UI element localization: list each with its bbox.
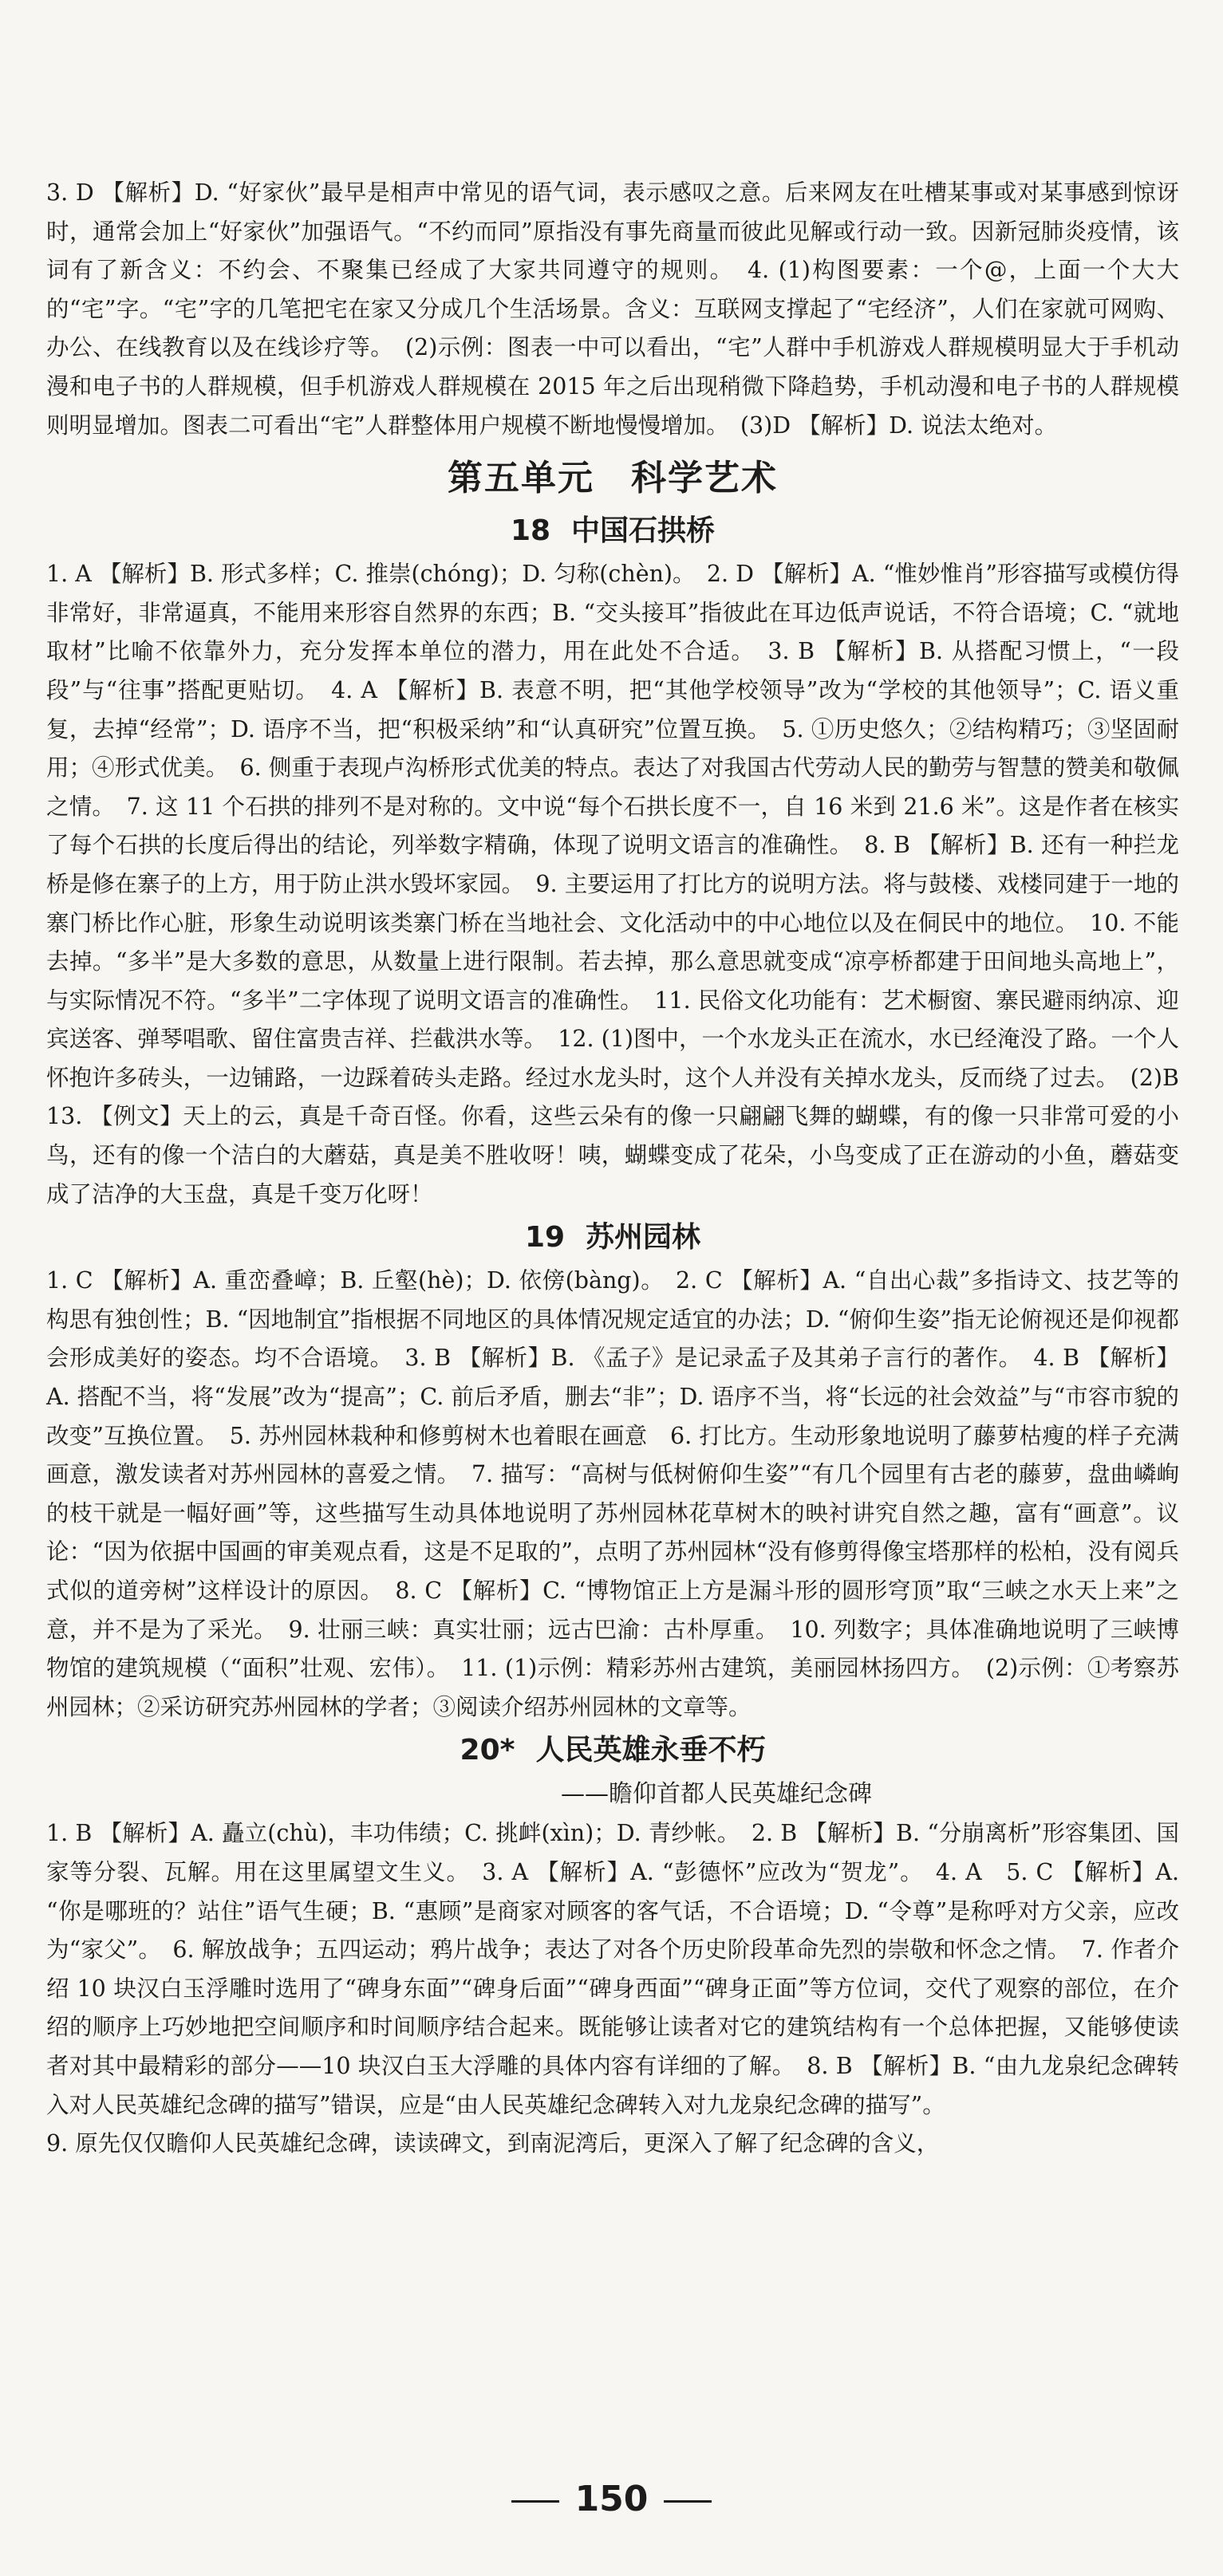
lesson-subtitle: ——瞻仰首都人民英雄纪念碑: [561, 1780, 872, 1809]
lesson-title: [46, 1214, 1179, 1262]
lesson-name: 苏州园林: [586, 1221, 701, 1255]
lesson-name: 人民英雄永垂不朽: [535, 1734, 766, 1767]
lesson-name: 中国石拱桥: [571, 514, 716, 548]
lesson-number: 20*: [460, 1734, 515, 1767]
page-number-text: 150: [574, 2479, 649, 2519]
answer-paragraph: 3. D 【解析】D. “好家伙”最早是相声中常见的语气词，表示感叹之意。后来网友在吐槽某事或对某事感到惊讶时，通常会加上“好家伙”加强语气。“不约而同”原指没有事先商量而彼此见解或行动一致。因新冠肺炎疫情，该词有了新含义：不约会、不聚集已经成了大家共同遵守的规则。 4. (1)构图要素：一个@，上面一个大大的“宅”字。“宅”字的几笔把宅在家又分成几个生活场景。含义：互联网支撑起了“宅经济”，人们在家就可网购、办公、在线教育以及在线诊疗等。 (2)示例：图表一中可以看出，“宅”人群中手机游戏人群规模明显大于手机动漫和电子书的人群规模，但手机游戏人群规模在 2015 年之后出现稍微下降趋势，手机动漫和电子书的人群规模则明显增加。图表二可看出“宅”人群整体用户规模不断地慢慢增加。 (3)D 【解析】D. 说法太绝对。: [46, 179, 1179, 439]
lesson-title: [46, 1727, 1179, 1774]
answer-paragraph: 1. B 【解析】A. 矗立(chù)，丰功伟绩；C. 挑衅(xìn)；D. 青纱帐。 2. B 【解析】B. “分崩离析”形容集团、国家等分裂、瓦解。用在这里属望文生义。 3. A 【解析】A. “彭德怀”应改为“贺龙”。 4. A 5. C 【解析】A. “你是哪班的？站住”语气生硬；B. “惠顾”是商家对顾客的客气话，不合语境；D. “令尊”是称呼对方父亲，应改为“家父”。 6. 解放战争；五四运动；鸦片战争；表达了对各个历史阶段革命先烈的崇敬和怀念之情。 7. 作者介绍 10 块汉白玉浮雕时选用了“碑身东面”“碑身后面”“碑身西面”“碑身正面”等方位词，交代了观察的部位，在介绍的顺序上巧妙地把空间顺序和时间顺序结合起来。既能够让读者对它的建筑结构有一个总体把握，又能够使读者对其中最精彩的部分——10 块汉白玉大浮雕的具体内容有详细的了解。 8. B 【解析】B. “由九龙泉纪念碑转入对人民英雄纪念碑的描写”错误，应是“由人民英雄纪念碑转入对九龙泉纪念碑的描写”。: [46, 1820, 1179, 2118]
answer-paragraph: 9. 原先仅仅瞻仰人民英雄纪念碑，读读碑文，到南泥湾后，更深入了解了纪念碑的含义，: [46, 2130, 940, 2157]
lesson-number: 18: [510, 514, 551, 548]
answer-paragraph: 1. C 【解析】A. 重峦叠嶂；B. 丘壑(hè)；D. 依傍(bàng)。 2. C 【解析】A. “自出心裁”多指诗文、技艺等的构思有独创性；B. “因地制宜”指根据不同地区的具体情况规定适宜的办法；D. “俯仰生姿”指无论俯视还是仰视都会形成美好的姿态。均不合语境。 3. B 【解析】B. 《孟子》是记录孟子及其弟子言行的著作。 4. B 【解析】A. 搭配不当，将“发展”改为“提高”；C. 前后矛盾，删去“非”；D. 语序不当，将“长远的社会效益”与“市容市貌的改变”互换位置。 5. 苏州园林栽种和修剪树木也着眼在画意 6. 打比方。生动形象地说明了藤萝枯瘦的样子充满画意，激发读者对苏州园林的喜爱之情。 7. 描写：“高树与低树俯仰生姿”“有几个园里有古老的藤萝，盘曲嶙峋的枝干就是一幅好画”等，这些描写生动具体地说明了苏州园林花草树木的映衬讲究自然之趣，富有“画意”。议论：“因为依据中国画的审美观点看，这是不足取的”，点明了苏州园林“没有修剪得像宝塔那样的松柏，没有阅兵式似的道旁树”这样设计的原因。 8. C 【解析】C. “博物馆正上方是漏斗形的圆形穹顶”取“三峡之水天上来”之意，并不是为了采光。 9. 壮丽三峡：真实壮丽；远古巴渝：古朴厚重。 10. 列数字；具体准确地说明了三峡博物馆的建筑规模（“面积”壮观、宏伟）。 11. (1)示例：精彩苏州古建筑，美丽园林扬四方。 (2)示例：①考察苏州园林；②采访研究苏州园林的学者；③阅读介绍苏州园林的文章等。: [46, 1267, 1179, 1720]
page-number: [0, 2479, 1223, 2519]
answer-paragraph: 1. A 【解析】B. 形式多样；C. 推崇(chóng)；D. 匀称(chèn)。 2. D 【解析】A. “惟妙惟肖”形容描写或模仿得非常好，非常逼真，不能用来形容自然界的东西；B. “交头接耳”指彼此在耳边低声说话，不符合语境；C. “就地取材”比喻不依靠外力，充分发挥本单位的潜力，用在此处不合适。 3. B 【解析】B. 从搭配习惯上，“一段段”与“往事”搭配更贴切。 4. A 【解析】B. 表意不明，把“其他学校领导”改为“学校的其他领导”；C. 语义重复，去掉“经常”；D. 语序不当，把“积极采纳”和“认真研究”位置互换。 5. ①历史悠久；②结构精巧；③坚固耐用；④形式优美。 6. 侧重于表现卢沟桥形式优美的特点。表达了对我国古代劳动人民的勤劳与智慧的赞美和敬佩之情。 7. 这 11 个石拱的排列不是对称的。文中说“每个石拱长度不一，自 16 米到 21.6 米”。这是作者在核实了每个石拱的长度后得出的结论，列举数字精确，体现了说明文语言的准确性。 8. B 【解析】B. 还有一种拦龙桥是修在寨子的上方，用于防止洪水毁坏家园。 9. 主要运用了打比方的说明方法。将与鼓楼、戏楼同建于一地的寨门桥比作心脏，形象生动说明该类寨门桥在当地社会、文化活动中的中心地位以及在侗民中的地位。 10. 不能去掉。“多半”是大多数的意思，从数量上进行限制。若去掉，那么意思就变成“凉亭桥都建于田间地头高地上”，与实际情况不符。“多半”二字体现了说明文语言的准确性。 11. 民俗文化功能有：艺术橱窗、寨民避雨纳凉、迎宾送客、弹琴唱歌、留住富贵吉祥、拦截洪水等。 12. (1)图中，一个水龙头正在流水，水已经淹没了路。一个人怀抱许多砖头，一边铺路，一边踩着砖头走路。经过水龙头时，这个人并没有关掉水龙头，反而绕了过去。 (2)B 13. 【例文】天上的云，真是千奇百怪。你看，这些云朵有的像一只翩翩飞舞的蝴蝶，有的像一只非常可爱的小鸟，还有的像一个洁白的大蘑菇，真是美不胜收呀！咦，蝴蝶变成了花朵，小鸟变成了正在游动的小鱼，蘑菇变成了洁净的大玉盘，真是千变万化呀！: [46, 561, 1202, 1207]
page-number-dash-left: [511, 2500, 559, 2503]
lesson-number: 19: [524, 1221, 566, 1255]
page-number-dash-right: [664, 2500, 712, 2503]
lesson-title: [46, 507, 1179, 555]
page-content: [46, 174, 1202, 2164]
unit-title: 第五单元 科学艺术: [448, 458, 778, 499]
